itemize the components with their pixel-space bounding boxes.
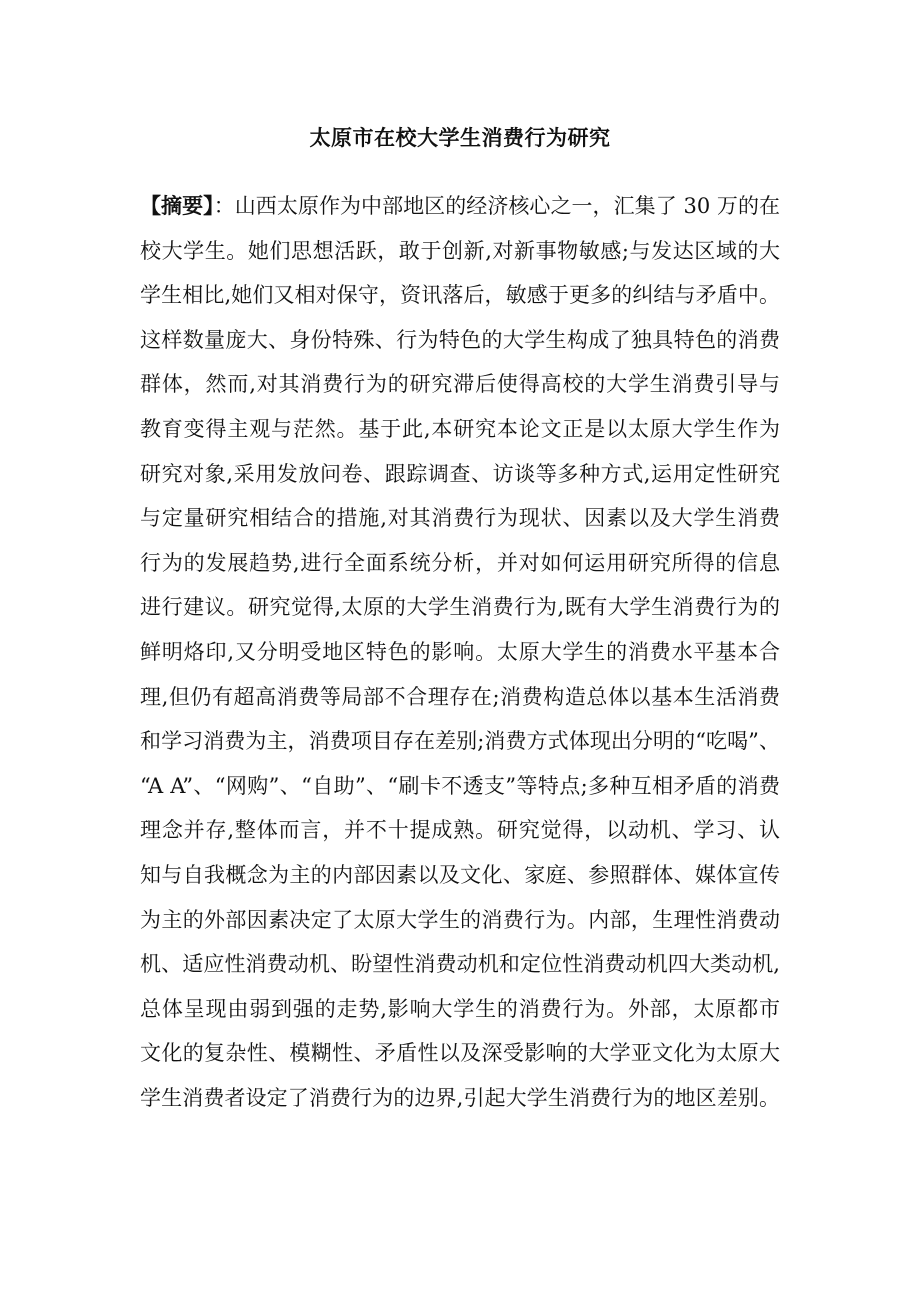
abstract-line — [140, 184, 780, 229]
abstract-line: 总体呈现由弱到强的走势,影响大学生的消费行为。外部，太原都市 — [140, 996, 780, 1021]
abstract-label: 【摘要】 — [140, 193, 214, 218]
abstract-line: 鲜明烙印,又分明受地区特色的影响。太原大学生的消费水平基本合 — [140, 639, 780, 664]
abstract-line: 机、适应性消费动机、盼望性消费动机和定位性消费动机四大类动机, — [140, 952, 780, 977]
abstract-line: 理,但仍有超高消费等局部不合理存在;消费构造总体以基本生活消费 — [140, 684, 780, 709]
abstract-line: 知与自我概念为主的内部因素以及文化、家庭、参照群体、媒体宣传 — [140, 862, 780, 887]
abstract-line-text: ：山西太原作为中部地区的经济核心之一，汇集了 30 万的在 — [213, 194, 780, 218]
abstract-line: 进行建议。研究觉得,太原的大学生消费行为,既有大学生消费行为的 — [140, 595, 780, 620]
abstract-line: 研究对象,采用发放问卷、跟踪调查、访谈等多种方式,运用定性研究 — [140, 461, 780, 486]
abstract-line: 群体，然而,对其消费行为的研究滞后使得高校的大学生消费引导与 — [140, 372, 780, 397]
abstract-line: 为主的外部因素决定了太原大学生的消费行为。内部，生理性消费动 — [140, 907, 780, 932]
abstract-line: 校大学生。她们思想活跃，敢于创新,对新事物敏感;与发达区域的大 — [140, 238, 780, 263]
abstract-line: 学生消费者设定了消费行为的边界,引起大学生消费行为的地区差别。 — [140, 1085, 780, 1110]
abstract-line: 文化的复杂性、模糊性、矛盾性以及深受影响的大学亚文化为太原大 — [140, 1041, 780, 1066]
abstract-line: 理念并存,整体而言，并不十提成熟。研究觉得，以动机、学习、认 — [140, 818, 780, 843]
abstract-line: 学生相比,她们又相对保守，资讯落后，敏感于更多的纠结与矛盾中。 — [140, 283, 780, 308]
document-title: 太原市在校大学生消费行为研究 — [309, 125, 611, 150]
abstract-line: 这样数量庞大、身份特殊、行为特色的大学生构成了独具特色的消费 — [140, 327, 780, 352]
abstract-line: 与定量研究相结合的措施,对其消费行为现状、因素以及大学生消费 — [140, 506, 780, 531]
abstract-line: 行为的发展趋势,进行全面系统分析，并对如何运用研究所得的信息 — [140, 550, 780, 575]
abstract-line: 和学习消费为主，消费项目存在差别;消费方式体现出分明的“吃喝”、 — [140, 729, 780, 754]
abstract-line: 教育变得主观与茫然。基于此,本研究本论文正是以太原大学生作为 — [140, 416, 780, 441]
abstract-line: “A A”、“网购”、“自助”、“刷卡不透支”等特点;多种互相矛盾的消费 — [140, 773, 780, 798]
abstract-paragraph — [140, 184, 780, 1120]
